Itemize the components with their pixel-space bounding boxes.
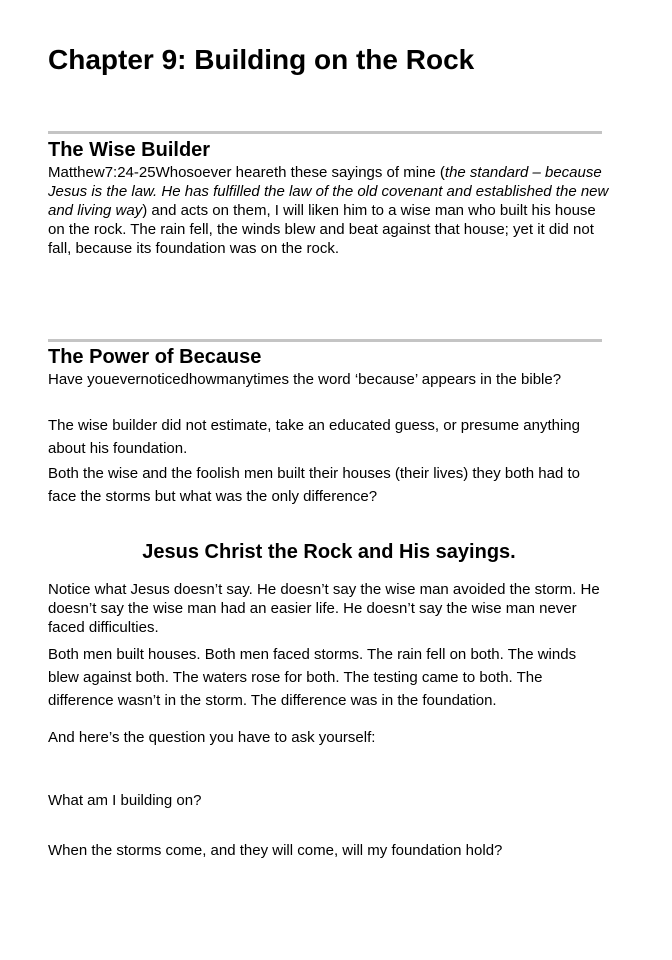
paragraph-notice: Notice what Jesus doesn’t say. He doesn’t say the wise man avoided the storm. He doesn’t say the wise man had an easier life. He doesn’t say the wise man never faced difficulties. — [48, 581, 600, 636]
section-divider — [48, 339, 602, 342]
paragraph-question-intro: And here’s the question you have to ask yourself: — [48, 729, 376, 746]
paragraph-wise-builder: The wise builder did not estimate, take an educated guess, or presume anything about his foundation. — [48, 417, 580, 457]
chapter-title: Chapter 9: Building on the Rock — [48, 44, 475, 75]
scripture-paragraph: Matthew7:24-25Whosoever heareth these sayings of mine (the standard – because Jesus is the law. He has fulfilled the law of the old covenant and established the new and living way) and acts on them, I will liken him to a wise man who built his house on the rock. The rain fell, the winds blew and beat against that house; yet it did not fall, because its foundation was on the rock. — [48, 164, 609, 257]
paragraph-both-men: Both men built houses. Both men faced storms. The rain fell on both. The winds blew against both. The waters rose for both. The testing came to both. The difference wasn’t in the storm. The difference was in the foundation. — [48, 646, 577, 709]
section-divider — [48, 131, 602, 134]
paragraph-difference: Both the wise and the foolish men built their houses (their lives) they both had to face the storms but what was the only difference? — [48, 465, 580, 505]
subheading-jesus-rock: Jesus Christ the Rock and His sayings. — [142, 541, 516, 563]
paragraph-question-foundation: When the storms come, and they will come, will my foundation hold? — [48, 842, 503, 859]
italic-commentary: the standard – because Jesus is the law. He has fulfilled the law of the old covenant and established the new and living way — [48, 164, 609, 219]
paragraph-because: Have youevernoticedhowmanytimes the word ‘because’ appears in the bible? — [48, 371, 562, 388]
section-heading-power-of-because: The Power of Because — [48, 346, 262, 368]
scripture-reference: Matthew7:24-25 — [48, 164, 156, 181]
section-heading-wise-builder: The Wise Builder — [48, 139, 211, 161]
paragraph-question-building: What am I building on? — [48, 792, 202, 809]
